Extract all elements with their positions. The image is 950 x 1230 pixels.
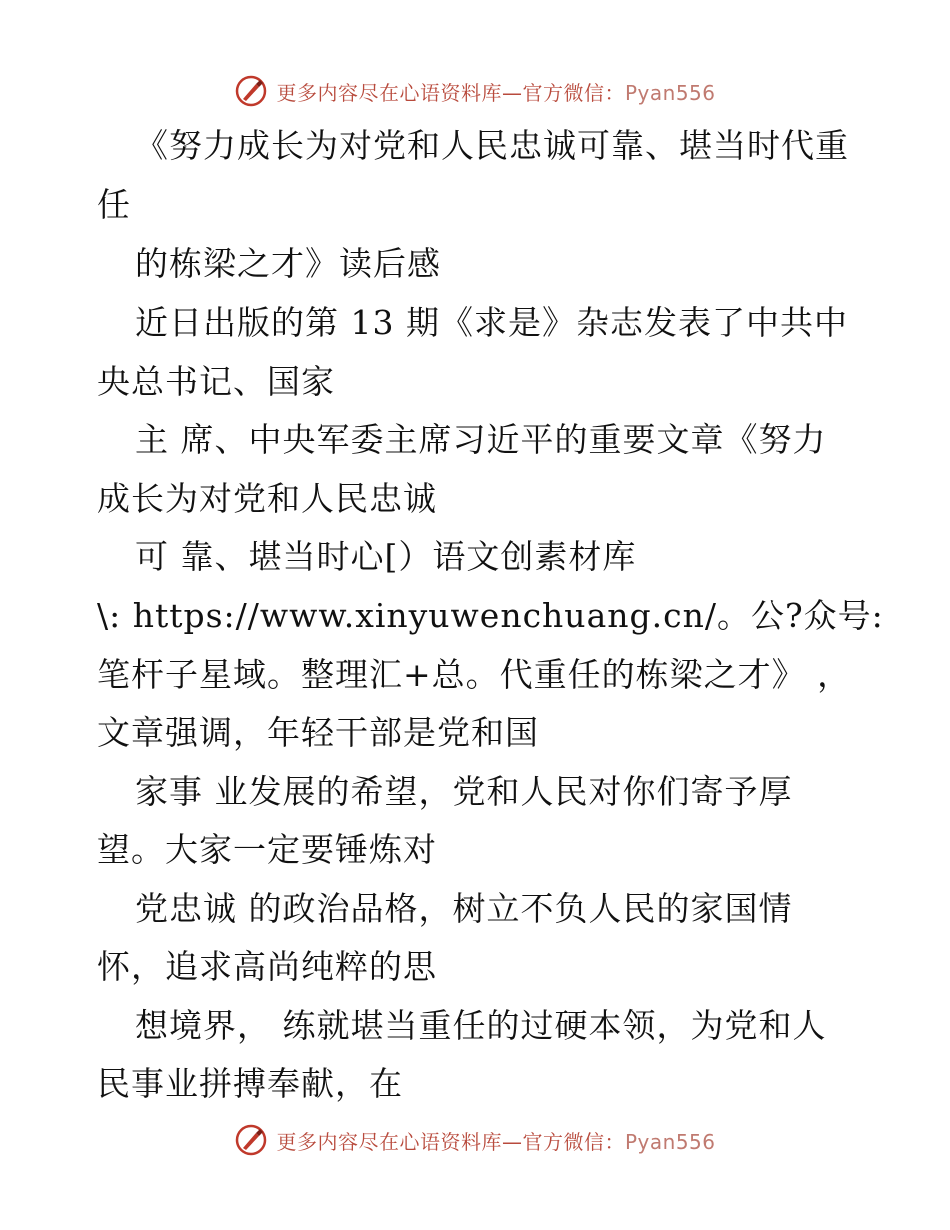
text-line: 民事业拼搏奉献，在 — [97, 1064, 403, 1103]
pen-logo-icon — [234, 74, 268, 108]
text-line: 家事 业发展的希望，党和人民对你们寄予厚 — [135, 772, 793, 811]
text-line: 文章强调，年轻干部是党和国 — [97, 713, 539, 752]
text-line: 主 席、中央军委主席习近平的重要文章《努力 — [135, 420, 827, 459]
text-line: 《努力成长为对党和人民忠诚可靠、堪当时代重 — [135, 126, 849, 165]
header-banner-text: 更多内容尽在心语资料库—官方微信： — [276, 80, 625, 105]
text-line: 的栋梁之才》读后感 — [135, 244, 441, 283]
text-line: 可 靠、堪当时心[）语文创素材库 — [135, 537, 637, 576]
text-line: 近日出版的第 13 期《求是》杂志发表了中共中 — [135, 303, 848, 342]
text-line: 望。大家一定要锤炼对 — [97, 830, 437, 869]
text-line: \: https://www.xinyuwenchuang.cn/。公?众号: — [97, 596, 884, 635]
footer-wechat-id: Pyan556 — [624, 1129, 716, 1154]
footer-watermark-banner — [0, 1120, 950, 1160]
pen-logo-icon — [234, 1123, 268, 1157]
text-line: 想境界， 练就堪当重任的过硬本领，为党和人 — [135, 1006, 827, 1045]
footer-banner-text: 更多内容尽在心语资料库—官方微信： — [276, 1129, 625, 1154]
text-line: 笔杆子星域。整理汇+总。代重任的栋梁之才》 ， — [97, 655, 852, 694]
text-line: 成长为对党和人民忠诚 — [97, 479, 437, 518]
text-line: 任 — [97, 185, 131, 224]
text-line: 党忠诚 的政治品格，树立不负人民的家国情 — [135, 889, 793, 928]
text-line: 央总书记、国家 — [97, 362, 335, 401]
header-watermark-banner — [0, 71, 950, 111]
text-line: 怀，追求高尚纯粹的思 — [97, 947, 437, 986]
header-wechat-id: Pyan556 — [624, 80, 716, 105]
